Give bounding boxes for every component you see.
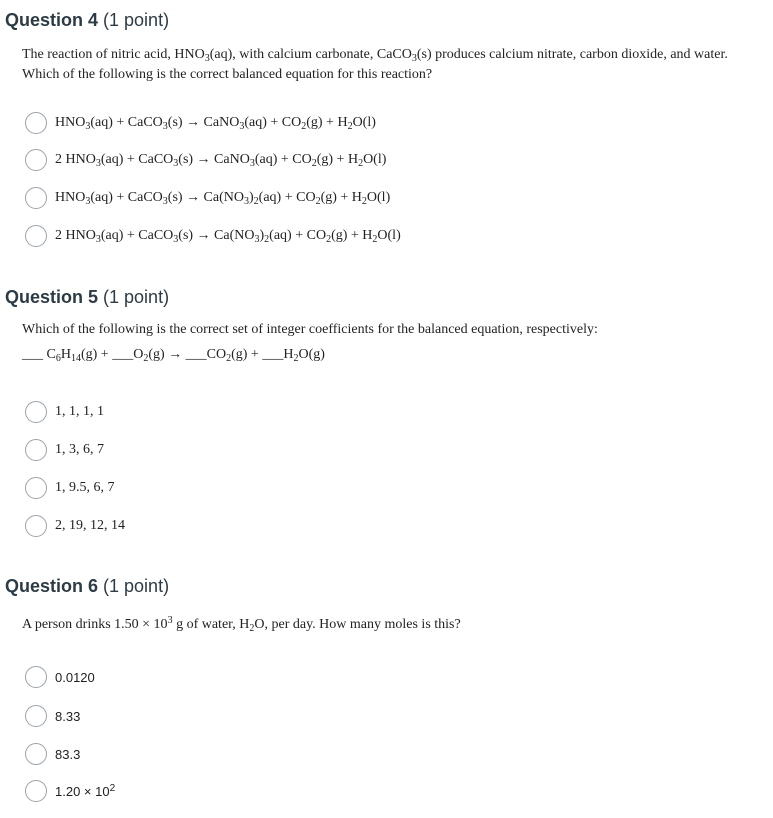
q4-text-part: (s) produces calcium nitrate, carbon dioxide, and water. Which of the following is the correct balanced equation for this reaction? [22,47,728,82]
q6-option-1[interactable] [25,664,95,690]
radio-button[interactable] [25,439,47,461]
q6-option-4-label: $1.20 \times 10^2$ [55,782,116,799]
q6-option-2[interactable] [25,703,80,729]
radio-button[interactable] [25,112,47,134]
q4-option-2-label: 2 $HNO_3(aq)$ + CaCO$_3$(s) → CaNO$_3$(aq) + $CO_2(g) + H_2O(l)$ [55,152,387,169]
question-6-points: (1 point) [103,576,170,596]
question-5-number: Question 5 [5,287,99,307]
q4-option-1-label: $HNO_3(aq)$ + CaCO$_3$(s) → CaNO$_3$(aq) + $CO_2(g) + H_2O(l)$ [55,115,376,132]
radio-button[interactable] [25,705,47,727]
q6-option-3[interactable] [25,741,80,767]
q4-text-part: (aq), with calcium carbonate, CaCO [209,47,412,62]
question-6-title [5,575,169,597]
q5-option-4-label: 2, 19, 12, 14 [55,518,125,533]
q6-option-3-label: 83.3 [55,746,81,762]
question-5-points: (1 point) [103,287,170,307]
question-6-number: Question 6 [5,576,99,596]
q4-option-2[interactable] [25,147,386,173]
question-6-text: A person drinks $1.50 \times 10^3$ g of water, $H_2O$, per day. How many moles is this? [22,615,461,634]
q4-sub: 3 [204,53,210,64]
q5-option-3[interactable] [25,475,115,501]
question-4-title [5,9,169,31]
q5-option-2-label: 1, 3, 6, 7 [55,442,104,457]
q5-option-4[interactable] [25,513,125,539]
q6-option-4[interactable] [25,778,115,804]
question-5-equation: ___ $C_6H_{14}(g)$ + $\_\_\_O_2(g)$ → $\_\_\_CO_2(g)$ + $\_\_\_H_2O(g)$ [22,347,325,364]
q4-option-4-label: 2 $HNO_3(aq)$ + CaCO$_3$(s) → $Ca(NO_3)_2(aq) + CO_2(g) + H_2O(l)$ [55,228,401,245]
question-4-points: (1 point) [103,10,170,30]
q5-option-3-label: 1, 9.5, 6, 7 [55,480,115,495]
question-5-text: Which of the following is the correct set of integer coefficients for the balanced equation, respectively: [22,322,598,337]
question-4-text [22,45,742,85]
radio-button[interactable] [25,743,47,765]
q5-option-2[interactable] [25,437,104,463]
radio-button[interactable] [25,401,47,423]
q4-sub: 3 [411,53,417,64]
q4-option-4[interactable] [25,223,401,249]
question-5-title [5,286,169,308]
question-4-number: Question 4 [5,10,99,30]
q6-option-1-label: 0.0120 [55,669,95,685]
radio-button[interactable] [25,187,47,209]
radio-button[interactable] [25,515,47,537]
q4-option-3[interactable] [25,185,390,211]
q5-option-1[interactable] [25,399,104,425]
radio-button[interactable] [25,225,47,247]
radio-button[interactable] [25,666,47,688]
radio-button[interactable] [25,149,47,171]
q5-option-1-label: 1, 1, 1, 1 [55,404,104,419]
q4-option-3-label: $HNO_3(aq)$ + CaCO$_3$(s) → $Ca(NO_3)_2(aq) + CO_2(g) + H_2O(l)$ [55,190,391,207]
q4-option-1[interactable] [25,110,376,136]
radio-button[interactable] [25,780,47,802]
q6-option-2-label: 8.33 [55,708,81,724]
q4-text-part: The reaction of nitric acid, HNO [22,47,205,62]
radio-button[interactable] [25,477,47,499]
